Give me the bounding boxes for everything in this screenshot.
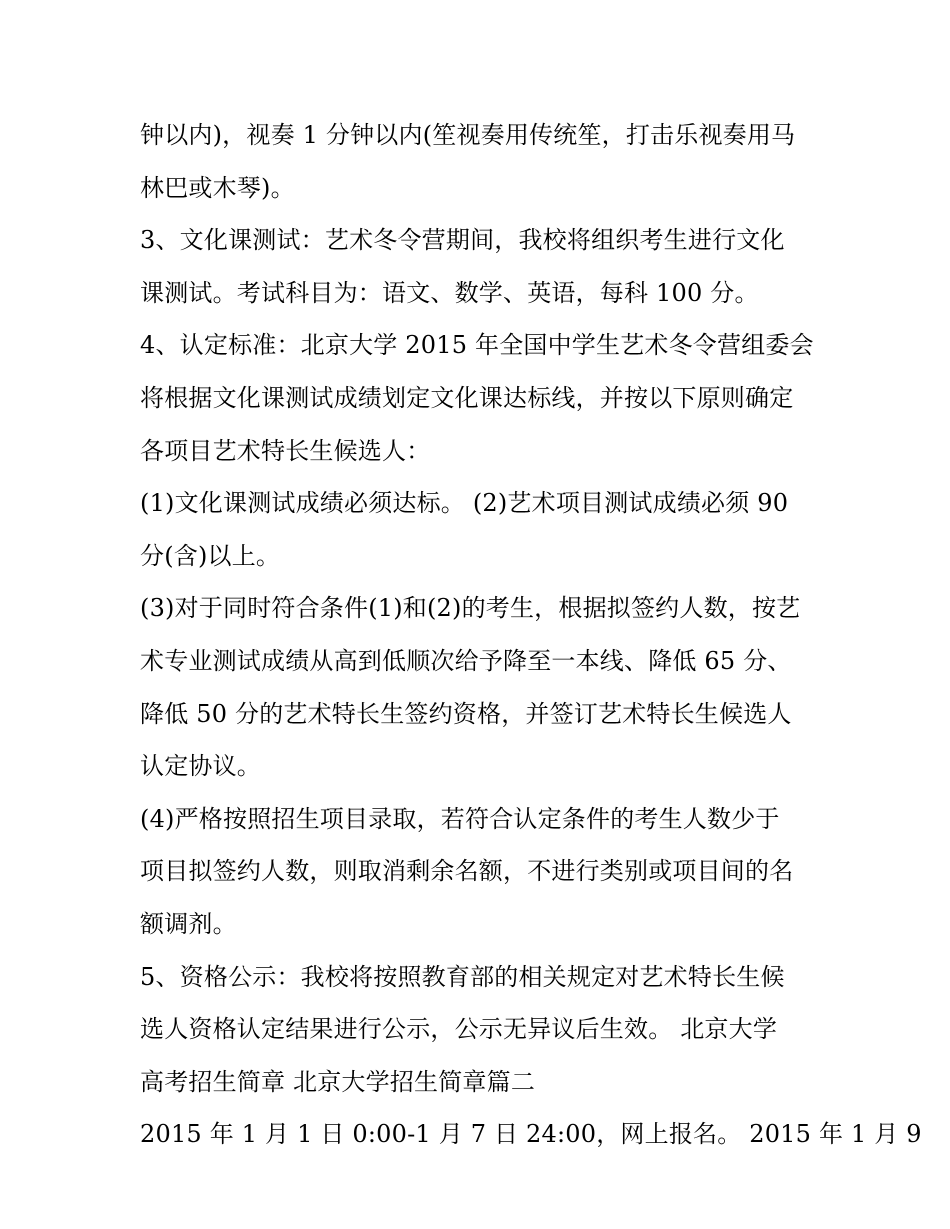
text-line: 钟以内)，视奏 1 分钟以内(笙视奏用传统笙，打击乐视奏用马 [140,121,796,149]
text-line: 项目拟签约人数，则取消剩余名额，不进行类别或项目间的名 [140,857,794,886]
text-line: 降低 50 分的艺术特长生签约资格，并签订艺术特长生候选人 [140,699,792,728]
text-line: 3、文化课测试：艺术冬令营期间，我校将组织考生进行文化 [140,226,785,255]
text-line: 各项目艺术特长生候选人： [140,436,431,465]
text-line: (3)对于同时符合条件(1)和(2)的考生，根据拟签约人数，按艺 [140,594,801,623]
text-line: 2015 年 1 月 1 日 0:00-1 月 7 日 24:00，网上报名。 2015 年 1 月 9 [140,1120,922,1149]
document-body [140,109,922,1161]
text-line: 认定协议。 [140,752,261,781]
text-line: 林巴或木琴)。 [140,173,295,202]
text-line: 选人资格认定结果进行公示，公示无异议后生效。 北京大学 [140,1015,778,1044]
text-line: 高考招生简章 北京大学招生简章篇二 [140,1067,536,1096]
text-line: 4、认定标准：北京大学 2015 年全国中学生艺术冬令营组委会 [140,331,814,360]
text-line: (1)文化课测试成绩必须达标。 (2)艺术项目测试成绩必须 90 [140,489,789,518]
text-line: 将根据文化课测试成绩划定文化课达标线，并按以下原则确定 [140,383,794,412]
text-line: 术专业测试成绩从高到低顺次给予降至一本线、降低 65 分、 [140,646,792,675]
text-line: 分(含)以上。 [140,541,281,570]
text-line: 5、资格公示：我校将按照教育部的相关规定对艺术特长生候 [140,962,785,991]
text-line: 额调剂。 [140,909,237,938]
text-line: 课测试。考试科目为：语文、数学、英语，每科 100 分。 [140,278,759,307]
text-line: (4)严格按照招生项目录取，若符合认定条件的考生人数少于 [140,804,780,833]
